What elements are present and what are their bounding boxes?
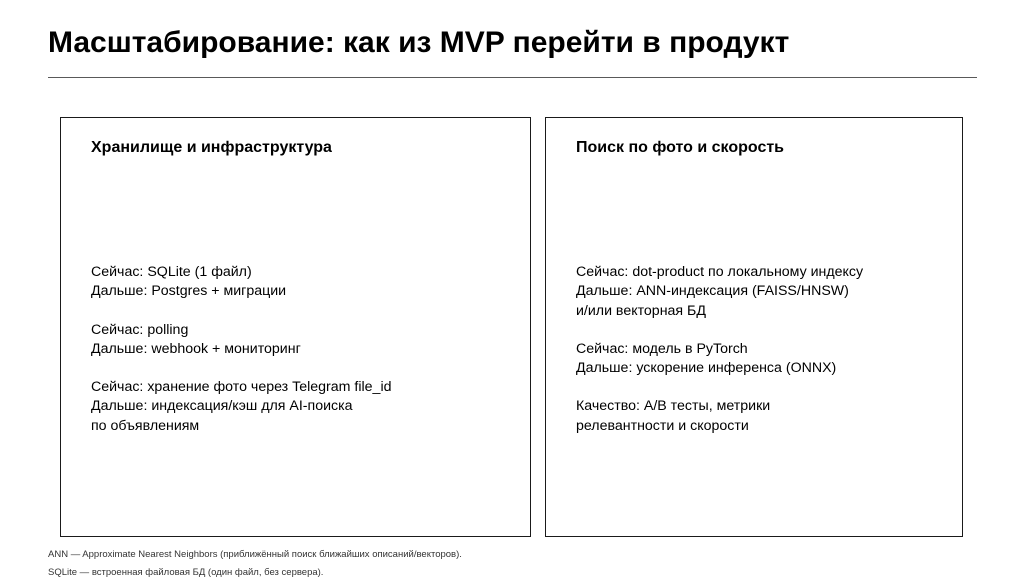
storage-next-updates: Дальше: webhook + мониторинг	[91, 340, 301, 357]
storage-now-updates: Сейчас: polling	[91, 321, 189, 338]
storage-group-photos	[91, 378, 520, 436]
search-group-index	[576, 263, 952, 321]
search-next-model: Дальше: ускорение инференса (ONNX)	[576, 360, 837, 377]
search-group-quality	[576, 397, 952, 436]
search-now-index: Сейчас: dot-product по локальному индексу	[576, 264, 864, 280]
search-quality-cont: релевантности и скорости	[576, 417, 749, 434]
storage-group-updates	[91, 321, 520, 360]
title-divider	[48, 77, 977, 78]
slide-title: Масштабирование: как из MVP перейти в продукт	[48, 26, 790, 59]
storage-group-database	[91, 263, 520, 302]
search-group-model	[576, 340, 952, 379]
storage-next-photos-cont: по объявлениям	[91, 417, 200, 434]
panel-body-storage	[91, 263, 520, 455]
storage-next-database: Дальше: Postgres + миграции	[91, 283, 287, 300]
search-quality: Качество: A/B тесты, метрики	[576, 398, 771, 415]
panel-photo-search-speed	[545, 117, 963, 537]
storage-next-photos: Дальше: индексация/кэш для AI-поиска	[91, 398, 353, 415]
storage-now-database: Сейчас: SQLite (1 файл)	[91, 264, 252, 280]
panel-heading-search: Поиск по фото и скорость	[576, 139, 785, 156]
footnote-sqlite: SQLite — встроенная файловая БД (один файл, без сервера).	[48, 567, 324, 578]
panel-storage-infrastructure	[60, 117, 531, 537]
search-next-index-cont: и/или векторная БД	[576, 302, 706, 319]
panel-body-search	[576, 263, 952, 455]
search-next-index: Дальше: ANN-индексация (FAISS/HNSW)	[576, 283, 849, 300]
footnotes	[48, 546, 462, 582]
storage-now-photos: Сейчас: хранение фото через Telegram file_id	[91, 379, 392, 396]
footnote-ann: ANN — Approximate Nearest Neighbors (приближённый поиск ближайших описаний/векторов).	[48, 549, 462, 560]
search-now-model: Сейчас: модель в PyTorch	[576, 340, 748, 357]
panel-heading-storage: Хранилище и инфраструктура	[91, 139, 332, 156]
